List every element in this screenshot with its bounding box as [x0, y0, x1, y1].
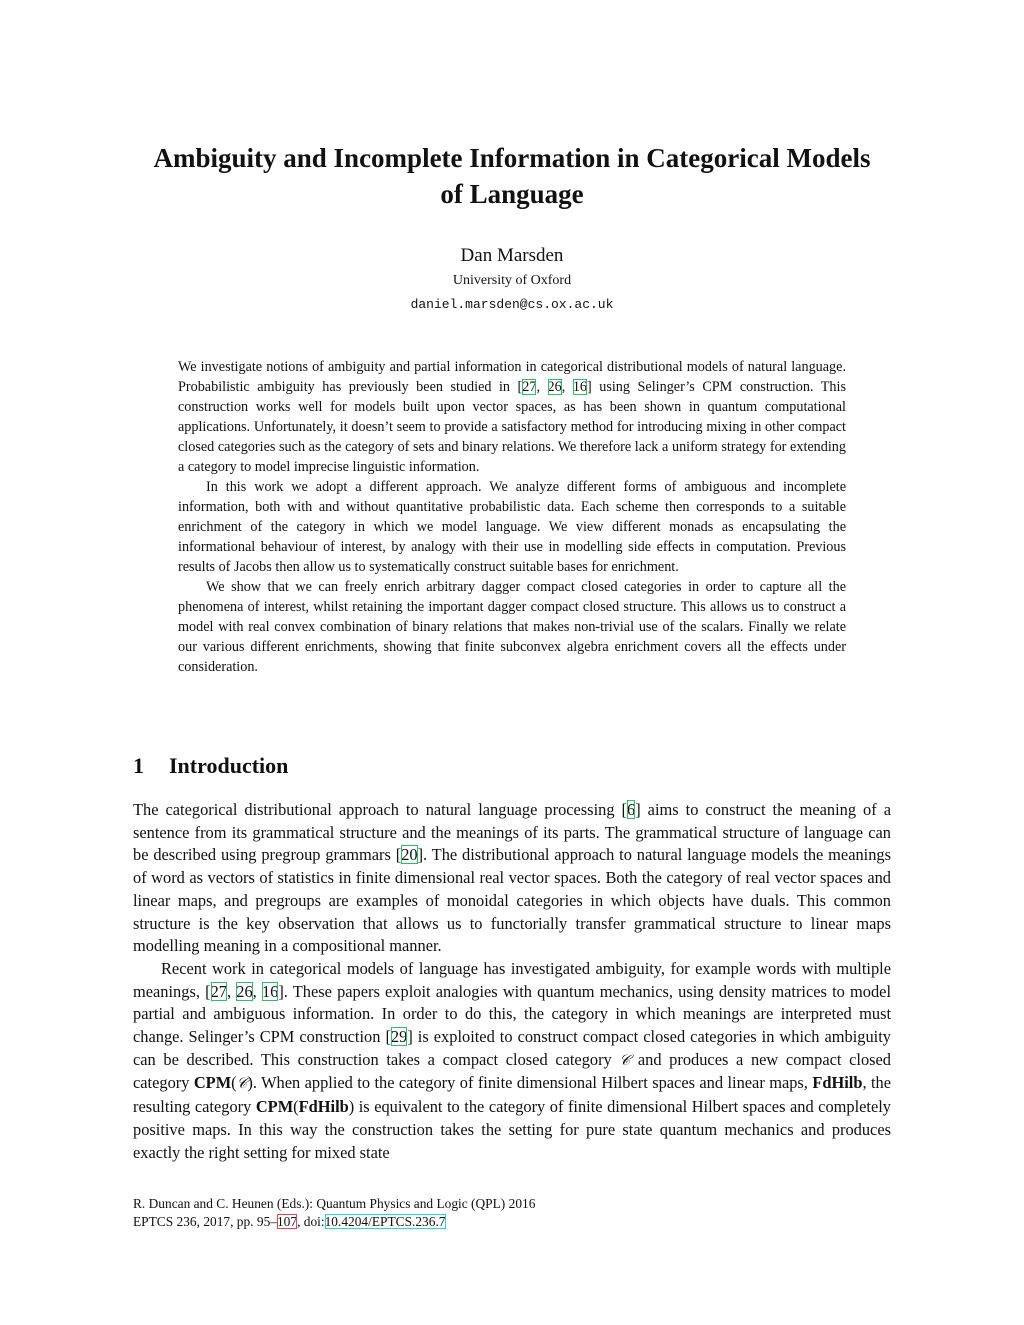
citation-link[interactable]: 26: [547, 379, 562, 395]
math-fdhilb: FdHilb: [812, 1073, 863, 1093]
footer-line-1: R. Duncan and C. Heunen (Eds.): Quantum Physics and Logic (QPL) 2016: [133, 1196, 536, 1211]
math-cpm: CPM: [193, 1073, 232, 1093]
citation-link[interactable]: 6: [627, 800, 636, 819]
math-cpm: CPM: [255, 1097, 294, 1117]
section-heading: [133, 752, 288, 780]
publication-footer: [133, 1195, 535, 1231]
author-affiliation: University of Oxford: [452, 273, 572, 288]
abstract-paragraph: We investigate notions of ambiguity and partial information in categorical distributional models of natural language. Probabilistic ambiguity has previously been studied in [27, 26, 16] using Selinger’s CPM construction. This construction works well for models built upon vector spaces, as has been shown in quantum computational applications. Unfortunately, it doesn’t seem to provide a satisfactory method for introducing mixing in other compact closed categories such as the category of sets and binary relations. We therefore lack a uniform strategy for extending a category to model imprecise linguistic information.: [178, 359, 846, 475]
category-symbol: 𝒞: [236, 1075, 248, 1093]
page-link[interactable]: 107: [276, 1214, 298, 1229]
citation-link[interactable]: 26: [236, 981, 253, 1001]
citation-link[interactable]: 27: [522, 379, 537, 395]
citation-link[interactable]: 20: [401, 845, 418, 865]
abstract-paragraph: In this work we adopt a different approach. We analyze different forms of ambiguous and incomplete information, both with and without quantitative probabilistic data. Each scheme then corresponds to a suitable enrichment of the category in which we model language. We view different monads as encapsulating the informational behaviour of interest, by analogy with their use in modelling side effects in computation. Previous results of Jacobs then allow us to systematically construct suitable bases for enrichment.: [178, 479, 846, 575]
citation-link[interactable]: 27: [210, 981, 227, 1001]
category-symbol: 𝒞: [619, 1051, 631, 1069]
author-name: Dan Marsden: [460, 245, 564, 266]
section-number: 1: [133, 753, 144, 778]
body-paragraph: Recent work in categorical models of language has investigated ambiguity, for example words with multiple meanings, [27, 26, 16]. These papers exploit analogies with quantum mechanics, using density matrices to model partial and ambiguous information. In order to do this, the category in which meanings are interpreted must change. Selinger’s CPM construction [29] is exploited to construct compact closed categories in which ambiguity can be described. This construction takes a compact closed category 𝒞 and produces a new compact closed category CPM(𝒞). When applied to the category of finite dimensional Hilbert spaces and linear maps, FdHilb, the resulting category CPM(FdHilb) is equivalent to the category of finite dimensional Hilbert spaces and completely positive maps. In this way the construction takes the setting for pure state quantum mechanics and produces exactly the right setting for mixed state: [133, 958, 892, 1162]
citation-link[interactable]: 29: [390, 1027, 408, 1047]
paper-title: Ambiguity and Incomplete Information in Categorical Models of Language: [153, 143, 871, 209]
body-text: [133, 799, 891, 1164]
citation-link[interactable]: 16: [572, 379, 587, 395]
section-title: Introduction: [169, 753, 289, 778]
citation-link[interactable]: 16: [261, 981, 279, 1001]
footer-line-2: EPTCS 236, 2017, pp. 95–107, doi:10.4204/EPTCS.236.7: [133, 1214, 446, 1229]
body-paragraph: The categorical distributional approach to natural language processing [6] aims to construct the meaning of a sentence from its grammatical structure and the meanings of its parts. The grammatical structure of language can be described using pregroup grammars [20]. The distributional approach to natural language models the meanings of word as vectors of statistics in finite dimensional real vector spaces. Both the category of real vector spaces and linear maps, and pregroups are examples of monoidal categories in which objects have duals. This common structure is the key observation that allows us to functorially transfer grammatical structure to linear maps modelling meaning in a compositional manner.: [133, 800, 891, 956]
abstract-paragraph: We show that we can freely enrich arbitrary dagger compact closed categories in order to capture all the phenomena of interest, whilst retaining the important dagger compact closed structure. This allows us to construct a model with real convex combination of binary relations that makes non-trivial use of the scalars. Finally we relate our various different enrichments, showing that finite subconvex algebra enrichment covers all the effects under consideration.: [178, 579, 846, 675]
author-email: daniel.marsden@cs.ox.ac.uk: [410, 297, 614, 312]
doi-link[interactable]: 10.4204/EPTCS.236.7: [324, 1214, 446, 1229]
math-fdhilb: FdHilb: [298, 1097, 349, 1117]
abstract: [178, 357, 846, 677]
